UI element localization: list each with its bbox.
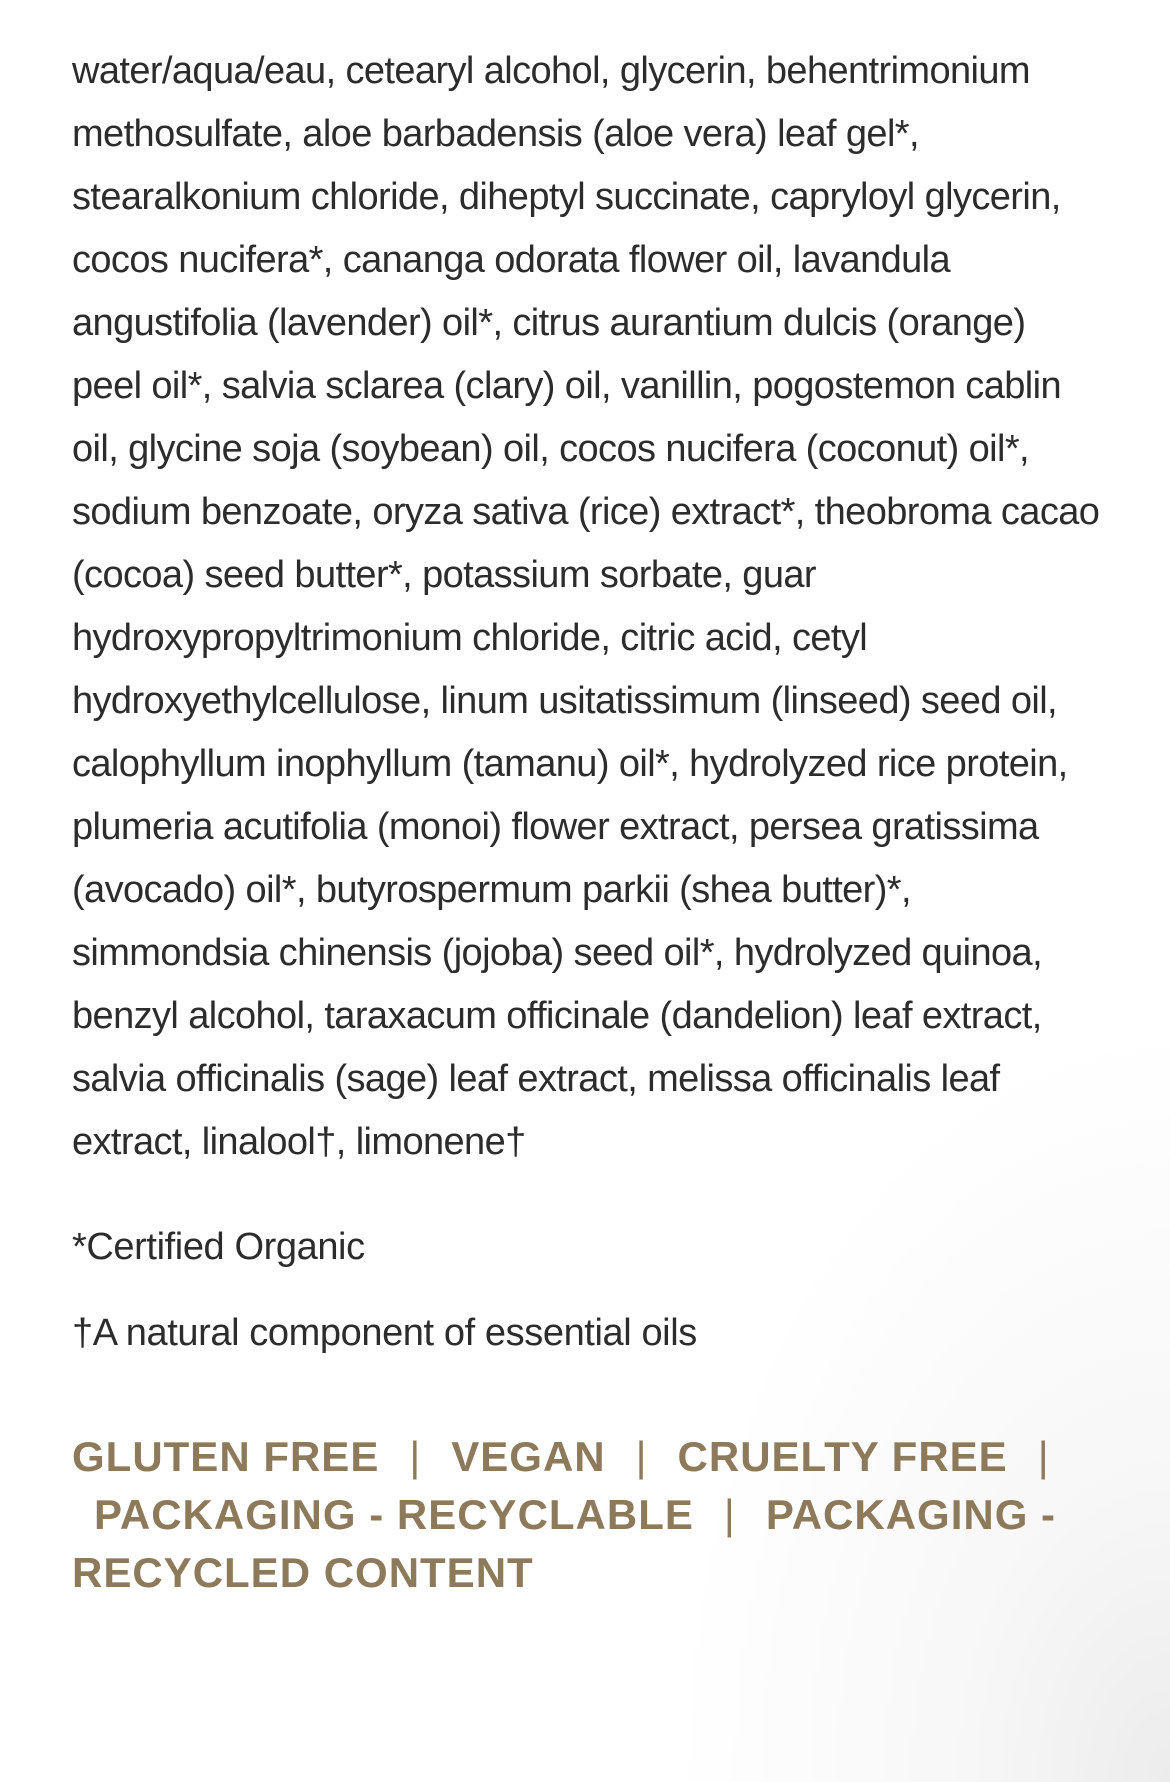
claim-separator: | [723,1491,736,1538]
ingredients-list: water/aqua/eau, cetearyl alcohol, glycerin, behentrimonium methosulfate, aloe barbadensis (aloe vera) leaf gel*, stearalkonium chloride, diheptyl succinate, capryloyl glycerin, cocos nucifera*, cananga odorata flower oil, lavandula angustifolia (lavender) oil*, citrus aurantium dulcis (orange) peel oil*, salvia sclarea (clary) oil, vanillin, pogostemon cablin oil, glycine soja (soybean) oil, cocos nucifera (coconut) oil*, sodium benzoate, oryza sativa (rice) extract*, theobroma cacao (cocoa) seed butter*, potassium sorbate, guar hydroxypropyltrimonium chloride, citric acid, cetyl hydroxyethylcellulose, linum usitatissimum (linseed) seed oil, calophyllum inophyllum (tamanu) oil*, hydrolyzed rice protein, plumeria acutifolia (monoi) flower extract, persea gratissima (avocado) oil*, butyrospermum parkii (shea butter)*, simmondsia chinensis (jojoba) seed oil*, hydrolyzed quinoa, benzyl alcohol, taraxacum officinale (dandelion) leaf extract, salvia officinalis (sage) leaf extract, melissa officinalis leaf extract, linalool†, limonene† [72,50,1100,1163]
claim-separator: | [1037,1433,1050,1480]
certified-organic-footnote: *Certified Organic [72,1226,365,1268]
essential-oils-footnote: †A natural component of essential oils [72,1312,697,1354]
product-details [72,40,1102,1602]
claim-separator: | [635,1433,648,1480]
product-claims [72,1428,1102,1602]
claim-packaging-recycled-content: PACKAGING - RECYCLED CONTENT [72,1491,1057,1596]
claim-vegan: VEGAN [451,1433,606,1480]
claim-gluten-free: GLUTEN FREE [72,1433,380,1480]
claim-packaging-recyclable: PACKAGING - RECYCLABLE [94,1491,694,1538]
claim-separator: | [409,1433,422,1480]
claim-cruelty-free: CRUELTY FREE [677,1433,1008,1480]
